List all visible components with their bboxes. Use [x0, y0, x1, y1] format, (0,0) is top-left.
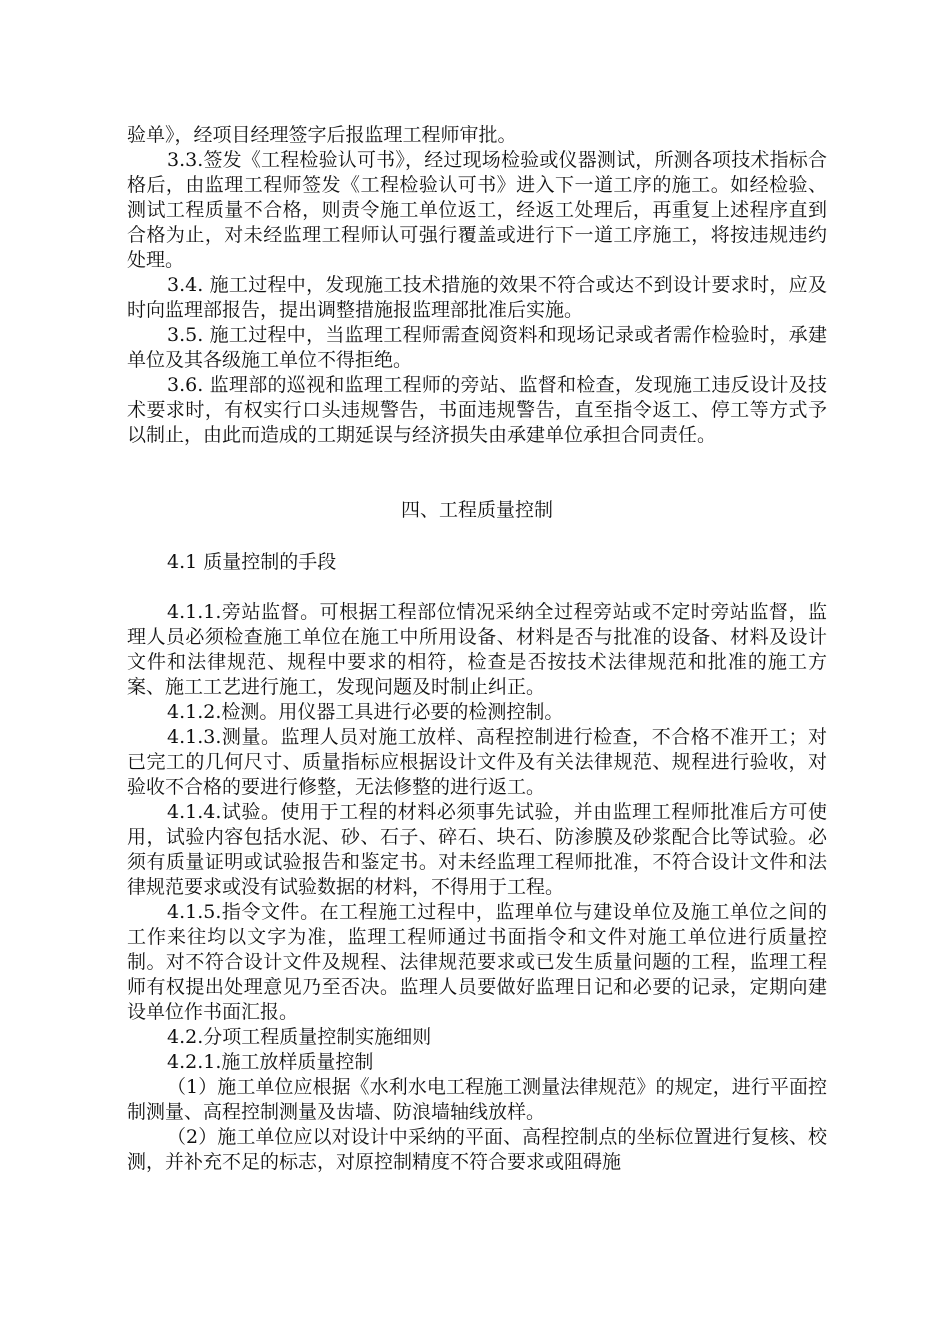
- paragraph-3-6: 3.6. 监理部的巡视和监理工程师的旁站、监督和检查，发现施工违反设计及技术要求时，有权实行口头违规警告，书面违规警告，直至指令返工、停工等方式予以制止，由此而造成的工期延误与经济损失由承建单位承担合同责任。: [127, 374, 827, 446]
- paragraph-4-1-3: 4.1.3.测量。监理人员对施工放样、高程控制进行检查，不合格不准开工；对已完工的几何尺寸、质量指标应根据设计文件及有关法律规范、规程进行验收，对验收不合格的要进行修整，无法修整的进行返工。: [127, 726, 827, 798]
- paragraph-4-2-1: 4.2.1.施工放样质量控制: [167, 1051, 374, 1073]
- subheading-4-1: 4.1 质量控制的手段: [167, 551, 337, 573]
- paragraph-4-1-5: 4.1.5.指令文件。在工程施工过程中，监理单位与建设单位及施工单位之间的工作来往均以文字为准，监理工程师通过书面指令和文件对施工单位进行质量控制。对不符合设计文件及规程、法律规范要求或已发生质量问题的工程，监理工程师有权提出处理意见乃至否决。监理人员要做好监理日记和必要的记录，定期向建设单位作书面汇报。: [127, 901, 827, 1023]
- paragraph-4-1-4: 4.1.4.试验。使用于工程的材料必须事先试验，并由监理工程师批准后方可使用，试验内容包括水泥、砂、石子、碎石、块石、防渗膜及砂浆配合比等试验。必须有质量证明或试验报告和鉴定书。对未经监理工程师批准，不符合设计文件和法律规范要求或没有试验数据的材料，不得用于工程。: [127, 801, 827, 898]
- paragraph-3-4: 3.4. 施工过程中，发现施工技术措施的效果不符合或达不到设计要求时，应及时向监理部报告，提出调整措施报监理部批准后实施。: [127, 274, 827, 321]
- paragraph-4-1-1: 4.1.1.旁站监督。可根据工程部位情况采纳全过程旁站或不定时旁站监督，监理人员必须检查施工单位在施工中所用设备、材料是否与批准的设备、材料及设计文件和法律规范、规程中要求的相符，检查是否按技术法律规范和批准的施工方案、施工工艺进行施工，发现问题及时制止纠正。: [127, 601, 827, 698]
- section-heading: 四、工程质量控制: [400, 499, 553, 521]
- paragraph-4-1-2: 4.1.2.检测。用仪器工具进行必要的检测控制。: [167, 701, 564, 723]
- paragraph-3-5: 3.5. 施工过程中，当监理工程师需查阅资料和现场记录或者需作检验时，承建单位及其各级施工单位不得拒绝。: [127, 324, 827, 371]
- top-text-block: [127, 123, 827, 448]
- subheading-block: [127, 550, 827, 575]
- paragraph-4-2: 4.2.分项工程质量控制实施细则: [167, 1026, 432, 1048]
- paragraph-continuation: 验单》，经项目经理签字后报监理工程师审批。: [127, 124, 517, 146]
- paragraph-item-1: （1）施工单位应根据《水利水电工程施工测量法律规范》的规定，进行平面控制测量、高程控制测量及齿墙、防浪墙轴线放样。: [127, 1076, 827, 1123]
- body-text-block: [127, 600, 827, 1175]
- paragraph-3-3: 3.3.签发《工程检验认可书》，经过现场检验或仪器测试，所测各项技术指标合格后，由监理工程师签发《工程检验认可书》进入下一道工序的施工。如经检验、测试工程质量不合格，则责令施工单位返工，经返工处理后，再重复上述程序直到合格为止，对未经监理工程师认可强行覆盖或进行下一道工序施工，将按违规违约处理。: [127, 149, 827, 271]
- paragraph-item-2: （2）施工单位应以对设计中采纳的平面、高程控制点的坐标位置进行复核、校测，并补充不足的标志，对原控制精度不符合要求或阻碍施: [127, 1126, 827, 1173]
